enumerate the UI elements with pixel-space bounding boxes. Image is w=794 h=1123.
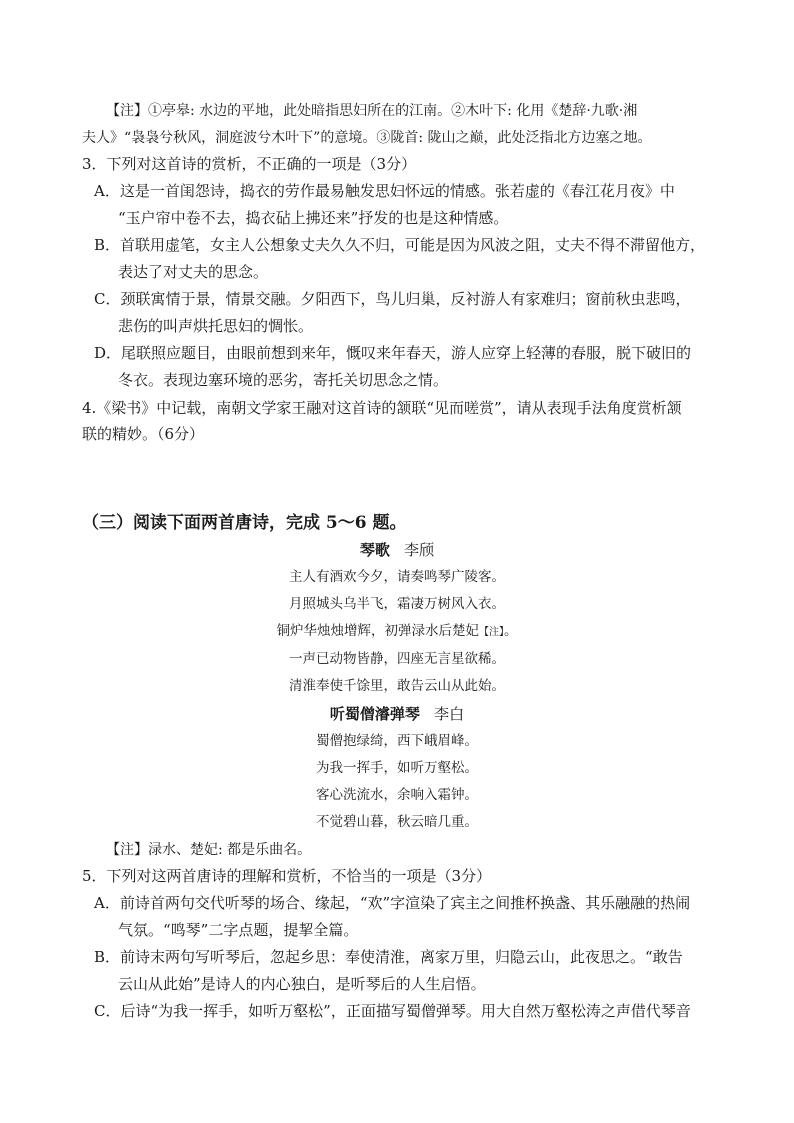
q3-stem: 3．下列对这首诗的赏析，不正确的一项是（3分）	[82, 155, 417, 173]
poem2-heading	[0, 704, 794, 724]
poem1-line: 铜炉华烛烛增辉，初弹渌水后楚妃【注】。	[276, 623, 518, 639]
poem1-line: 一声已动物皆静，四座无言星欲稀。	[289, 651, 505, 667]
poem1-heading	[0, 540, 794, 560]
note1-line1: 【注】①亭皋: 水边的平地，此处暗指思妇所在的江南。②木叶下: 化用《楚辞·九歌·湘	[106, 103, 638, 119]
poem1-line-text: 铜炉华烛烛增辉，初弹渌水后楚妃	[276, 623, 479, 639]
note2: 【注】渌水、楚妃: 都是乐曲名。	[106, 842, 312, 858]
q3-option-a-line2: “玉户帘中卷不去，捣衣砧上拂还来”抒发的也是这种情感。	[118, 209, 509, 227]
q5-option-a-line1: A．前诗首两句交代听琴的场合、缘起，“欢”字渲染了宾主之间推杯换盏、其乐融融的热闹	[94, 894, 691, 912]
poem2-line: 为我一挥手，如听万壑松。	[316, 760, 478, 776]
q4-line2: 联的精妙。（6分）	[82, 425, 205, 443]
q5-option-a-line2: 气氛。“鸣琴”二字点题，提挈全篇。	[118, 921, 359, 939]
q4-line1: 4.《梁书》中记载，南朝文学家王融对这首诗的颔联“见而嗟赏”，请从表现手法角度赏析颔	[82, 399, 682, 417]
q5-stem: 5．下列对这两首唐诗的理解和赏析，不恰当的一项是（3分）	[82, 867, 492, 885]
q3-option-d-line1: D．尾联照应题目，由眼前想到来年，慨叹来年春天，游人应穿上轻薄的春服，脱下破旧的	[94, 344, 692, 362]
note-marker: 【注】	[479, 627, 504, 638]
poem1-line: 清淮奉使千馀里，敢告云山从此始。	[289, 678, 505, 694]
q5-option-b-line1: B．前诗末两句写听琴后，忽起乡思：奉使清淮，离家万里，归隐云山，此夜思之。“敢告	[94, 948, 683, 966]
poem2-title: 听蜀僧濬弹琴	[329, 705, 420, 723]
q3-option-c-line1: C．颈联寓情于景，情景交融。夕阳西下，鸟儿归巢，反衬游人有家难归；窗前秋虫悲鸣，	[94, 290, 691, 308]
poem1-author: 李颀	[404, 541, 435, 559]
q3-option-b-line1: B．首联用虚笔，女主人公想象丈夫久久不归，可能是因为风波之阻，丈夫不得不滞留他方，	[94, 236, 706, 254]
q3-option-d-line2: 冬衣。表现边塞环境的恶劣，寄托关切思念之情。	[118, 371, 449, 389]
poem2-line: 客心洗流水，余响入霜钟。	[316, 787, 478, 803]
poem2-line: 蜀僧抱绿绮，西下峨眉峰。	[316, 733, 478, 749]
poem2-author: 李白	[434, 705, 465, 723]
poem1-line: 主人有酒欢今夕，请奏鸣琴广陵客。	[289, 569, 505, 585]
q3-option-c-line2: 悲伤的叫声烘托思妇的惆怅。	[118, 317, 314, 335]
poem1-title: 琴歌	[359, 541, 390, 559]
poem1-line: 月照城头乌半飞，霜凄万树风入衣。	[289, 596, 505, 612]
q3-option-b-line2: 表达了对丈夫的思念。	[118, 263, 269, 281]
q3-option-a-line1: A．这是一首闺怨诗，捣衣的劳作最易触发思妇怀远的情感。张若虚的《春江花月夜》中	[94, 182, 675, 200]
q5-option-c-line1: C．后诗“为我一挥手，如听万壑松”，正面描写蜀僧弹琴。用大自然万壑松涛之声借代琴音	[94, 1002, 691, 1020]
note1-line2: 夫人》“袅袅兮秋风，洞庭波兮木叶下”的意境。③陇首: 陇山之巅，此处泛指北方边塞之地。	[82, 130, 652, 146]
q5-option-b-line2: 云山从此始”是诗人的内心独白，是听琴后的人生启悟。	[118, 975, 486, 993]
poem2-line: 不觉碧山暮，秋云暗几重。	[316, 814, 478, 830]
section-heading: （三）阅读下面两首唐诗，完成 5～6 题。	[82, 513, 407, 533]
